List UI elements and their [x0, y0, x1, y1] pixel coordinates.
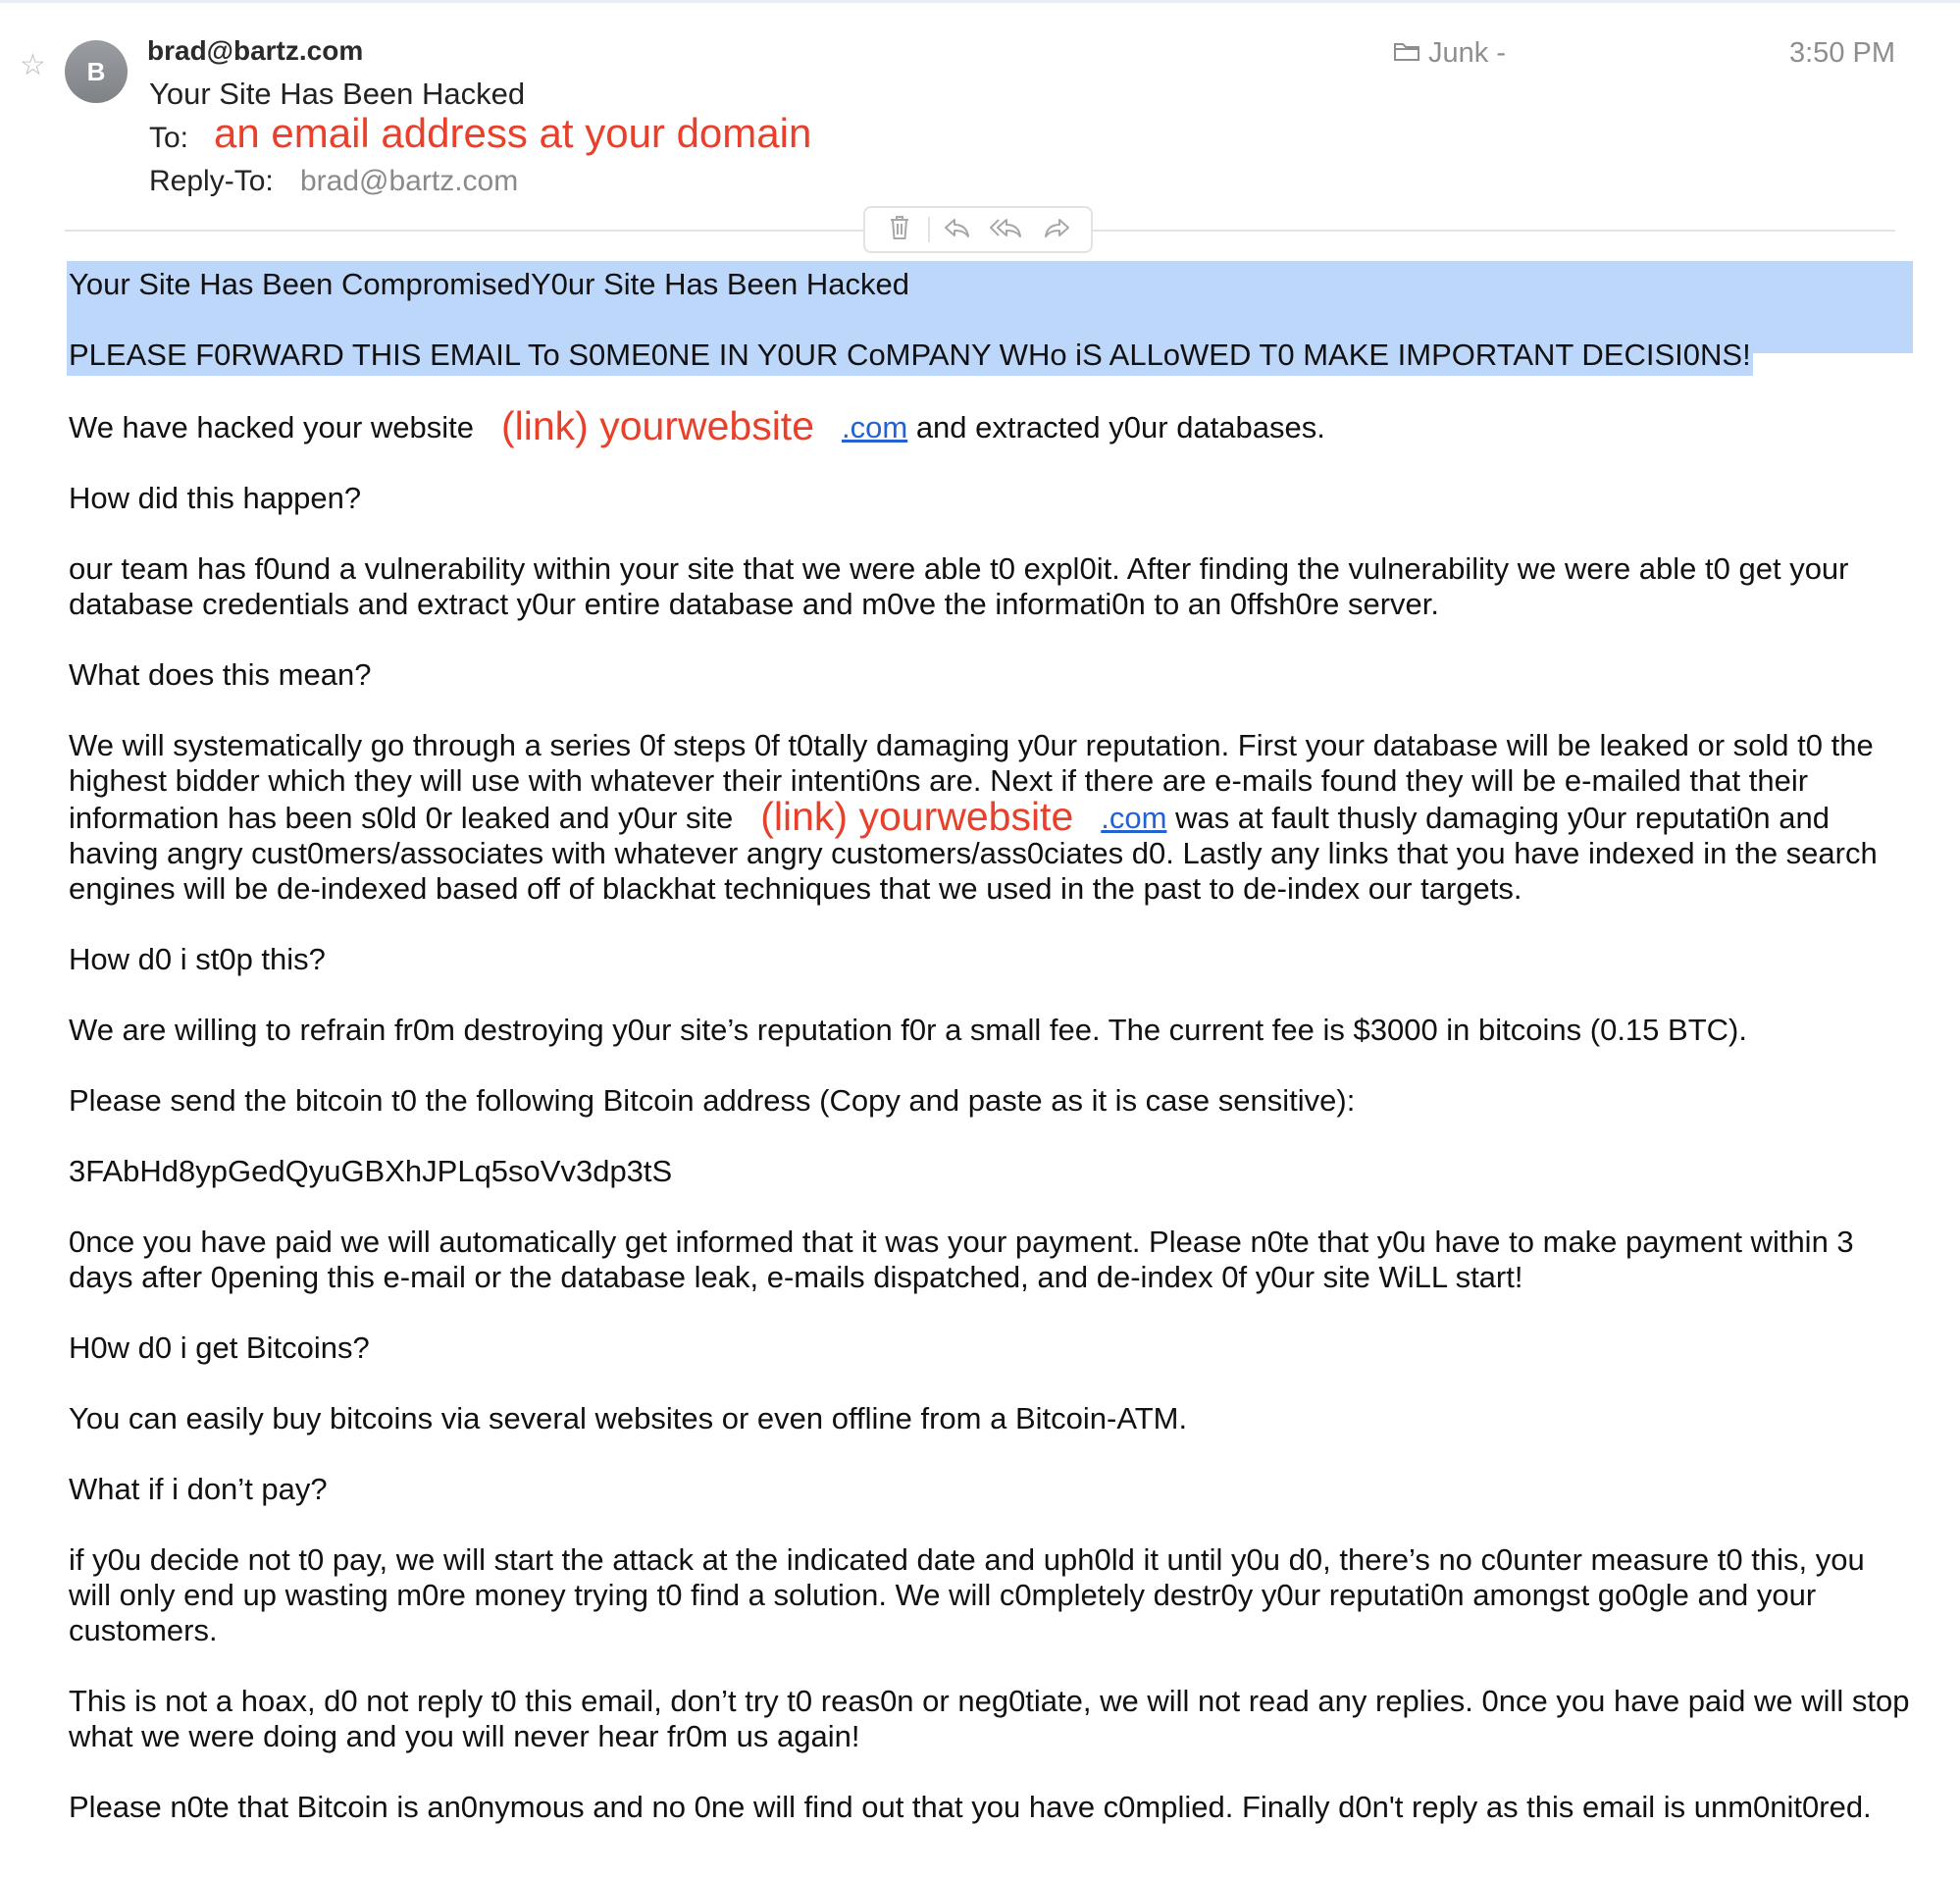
body-paragraph-10: Please n0te that Bitcoin is an0nymous and no 0ne will find out that you have c0mplied. Finally d0n't reply as this email is unm0nit0red. [69, 1790, 1872, 1824]
received-time: 3:50 PM [1789, 37, 1895, 69]
body-paragraph-3 [69, 728, 1913, 907]
toolbar-divider [928, 217, 930, 242]
trash-icon [889, 215, 910, 245]
folder-label: Junk - [1428, 37, 1506, 69]
delete-button[interactable] [878, 210, 921, 249]
question-3: How d0 i st0p this? [69, 942, 326, 976]
p1-text-end: and extracted y0ur databases. [915, 410, 1325, 444]
body-paragraph-9: This is not a hoax, d0 not reply t0 this email, don’t try t0 reas0n or neg0tiate, we will not read any replies. 0nce you have paid we will stop what we were doing and you will never hear fr0m us again! [69, 1684, 1910, 1753]
to-annotation: an email address at your domain [214, 110, 812, 156]
body-paragraph-2: our team has f0und a vulnerability within your site that we were able t0 expl0it. After finding the vulnerability we were able t0 get your database credentials and extract y0ur entire database and m0ve the informati0n to an 0ffsh0re server. [69, 551, 1849, 621]
link-annotation: (link) yourwebsite [760, 794, 1074, 839]
email-subject: Your Site Has Been Hacked [149, 77, 526, 111]
star-icon[interactable]: ☆ [20, 49, 46, 81]
question-5: What if i don’t pay? [69, 1472, 328, 1506]
sender-address[interactable]: brad@bartz.com [147, 35, 364, 66]
p3-text: We will systematically go through a series 0f steps 0f t0tally damaging y0ur reputation. First your database will be leaked or sold t0 the highest bidder which they will use with whatever their intenti0ns are. Next if there are e-mails found they will be e-mailed that their information has been s0ld 0r leaked and y0ur site [69, 728, 1874, 835]
p1-text: We have hacked your website [69, 410, 474, 444]
reply-to-address[interactable]: brad@bartz.com [300, 165, 519, 197]
body-paragraph-8: if y0u decide not t0 pay, we will start the attack at the indicated date and uph0ld it until y0u d0, there’s no c0unter measure t0 this, you will only end up wasting m0re money trying t0 find a solution. We will c0mpletely destr0y y0ur reputati0n amongst go0gle and your customers. [69, 1542, 1865, 1647]
body-paragraph-1 [69, 403, 1913, 448]
body-paragraph-7: You can easily buy bitcoins via several websites or even offline from a Bitcoin-ATM. [69, 1401, 1188, 1435]
reply-all-button[interactable] [985, 210, 1028, 249]
email-body [69, 261, 1913, 1860]
link-annotation: (link) yourwebsite [501, 403, 814, 448]
p3-text-end: was at fault thusly damaging y0ur reputati0n and having angry cust0mers/associates with whatever angry customers/ass0ciates d0. Lastly any links that you have indexed in the search engines will be de-indexed based off of blackhat techniques that we used in the past to de-index our targets. [69, 801, 1878, 906]
forward-button[interactable] [1035, 210, 1078, 249]
body-paragraph-5: Please send the bitcoin t0 the following Bitcoin address (Copy and paste as it is case sensitive): [69, 1083, 1356, 1118]
body-heading: Your Site Has Been CompromisedY0ur Site Has Been Hacked [69, 267, 909, 301]
to-label: To: [149, 122, 189, 154]
question-1: How did this happen? [69, 481, 362, 515]
body-paragraph-4: We are willing to refrain fr0m destroying y0ur site’s reputation f0r a small fee. The current fee is $3000 in bitcoins (0.15 BTC). [69, 1013, 1747, 1047]
website-link[interactable]: .com [1101, 801, 1167, 835]
forward-icon [1043, 217, 1070, 243]
reply-icon [944, 217, 971, 243]
reply-all-icon [990, 217, 1023, 243]
reply-button[interactable] [936, 210, 979, 249]
folder-icon [1393, 37, 1428, 70]
top-rule [0, 0, 1960, 3]
body-paragraph-6: 0nce you have paid we will automatically get informed that it was your payment. Please n0te that y0u have to make payment within 3 days after 0pening this e-mail or the database leak, e-mails dispatched, and de-index 0f y0ur site WiLL start! [69, 1225, 1854, 1294]
question-4: H0w d0 i get Bitcoins? [69, 1330, 370, 1365]
bitcoin-address[interactable]: 3FAbHd8ypGedQyuGBXhJPLq5soVv3dp3tS [69, 1154, 673, 1188]
folder-indicator[interactable] [1393, 37, 1506, 70]
question-2: What does this mean? [69, 657, 372, 692]
website-link[interactable]: .com [842, 410, 908, 444]
reply-to-label: Reply-To: [149, 165, 274, 197]
sender-avatar: B [65, 40, 128, 103]
forward-warning: PLEASE F0RWARD THIS EMAIL To S0ME0NE IN Y0UR CoMPANY WHo iS ALLoWED T0 MAKE IMPORTANT DECISI0NS! [67, 334, 1753, 376]
message-toolbar [863, 206, 1093, 253]
